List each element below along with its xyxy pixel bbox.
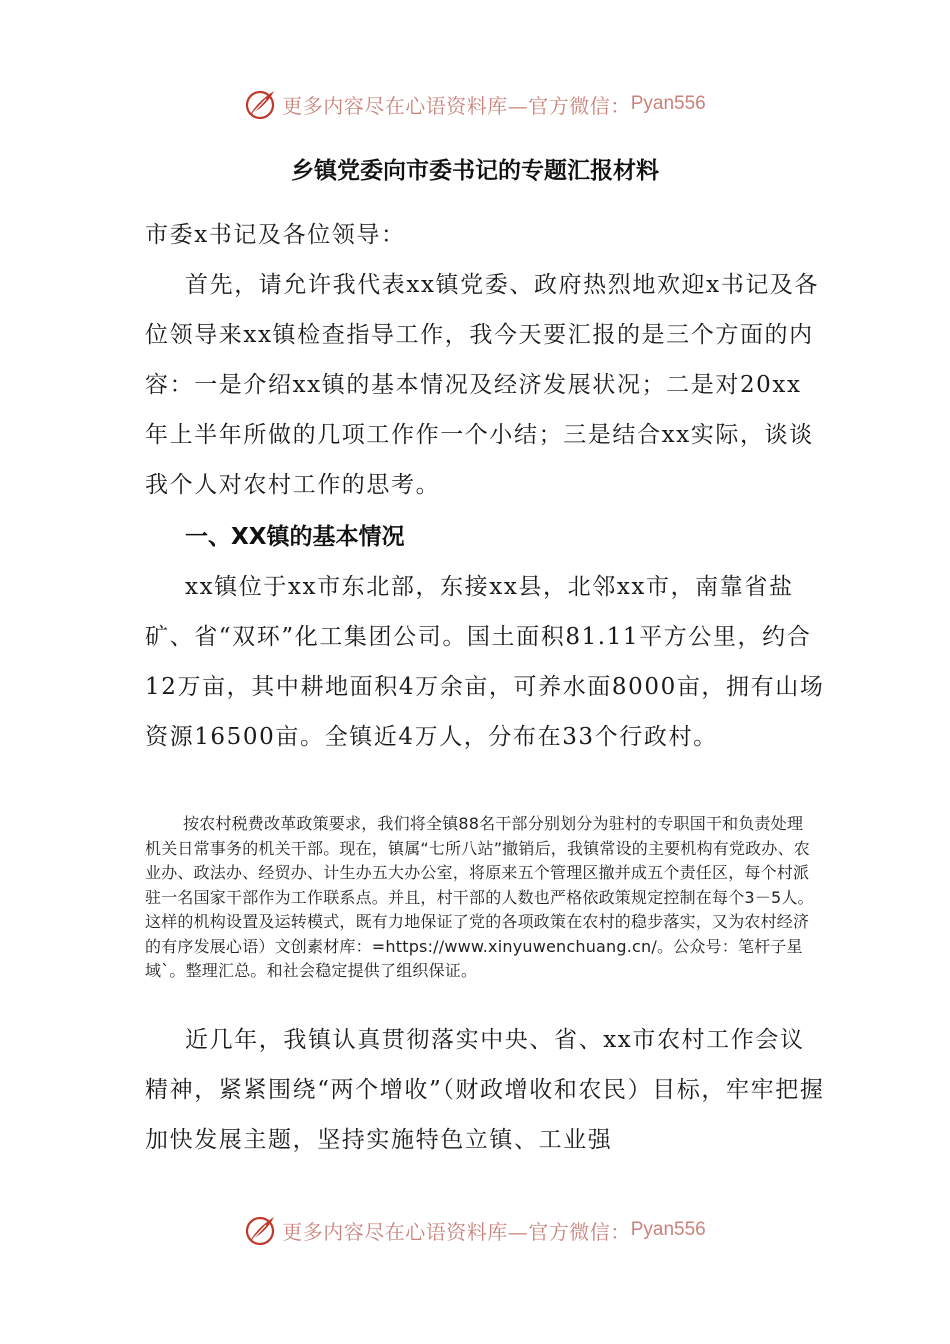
- paragraph-intro: 首先，请允许我代表xx镇党委、政府热烈地欢迎x书记及各位领导来xx镇检查指导工作，我今天要汇报的是三个方面的内容：一是介绍xx镇的基本情况及经济发展状况；二是对20xx年上半年所做的几项工作作一个小结；三是结合xx实际，谈谈我个人对农村工作的思考。: [145, 272, 820, 498]
- paragraph-basic-info: xx镇位于xx市东北部，东接xx县，北邻xx市，南靠省盐矿、省“双环”化工集团公司。国土面积81.11平方公里，约合12万亩，其中耕地面积4万余亩，可养水面8000亩，拥有山场资源16500亩。全镇近4万人，分布在33个行政村。: [145, 574, 825, 750]
- banner-text: 更多内容尽在心语资料库—官方微信：: [282, 93, 631, 118]
- document-title: 乡镇党委向市委书记的专题汇报材料: [291, 158, 659, 184]
- banner-wechat-id: Pyan556: [630, 1219, 706, 1240]
- quill-logo-icon: [244, 1213, 278, 1247]
- footer-banner: [0, 1210, 950, 1250]
- salutation: 市委x书记及各位领导：: [145, 222, 406, 248]
- paragraph-recent-years: 近几年，我镇认真贯彻落实中央、省、xx市农村工作会议精神，紧紧围绕“两个增收”（财政增收和农民）目标，牢牢把握加快发展主题，坚持实施特色立镇、工业强: [145, 1027, 825, 1153]
- quill-logo-icon: [244, 87, 278, 121]
- header-banner: [0, 84, 950, 124]
- banner-wechat-id: Pyan556: [630, 93, 706, 114]
- section-heading-1: 一、XX镇的基本情况: [185, 524, 405, 550]
- paragraph-small-print: 按农村税费改革政策要求，我们将全镇88名干部分别划分为驻村的专职国干和负责处理机关日常事务的机关干部。现在，镇属“七所八站”撤销后，我镇常设的主要机构有党政办、农业办、政法办、经贸办、计生办五大办公室，将原来五个管理区撤并成五个责任区，每个村派驻一名国家干部作为工作联系点。并且，村干部的人数也严格依政策规定控制在每个3－5人。这样的机构设置及运转模式，既有力地保证了党的各项政策在农村的稳步落实，又为农村经济的有序发展心语）文创素材库：=https://www.xinyuwenchuang.cn/。公众号：笔杆子星域`。整理汇总。和社会稳定提供了组织保证。: [145, 814, 814, 980]
- banner-text: 更多内容尽在心语资料库—官方微信：: [282, 1219, 631, 1244]
